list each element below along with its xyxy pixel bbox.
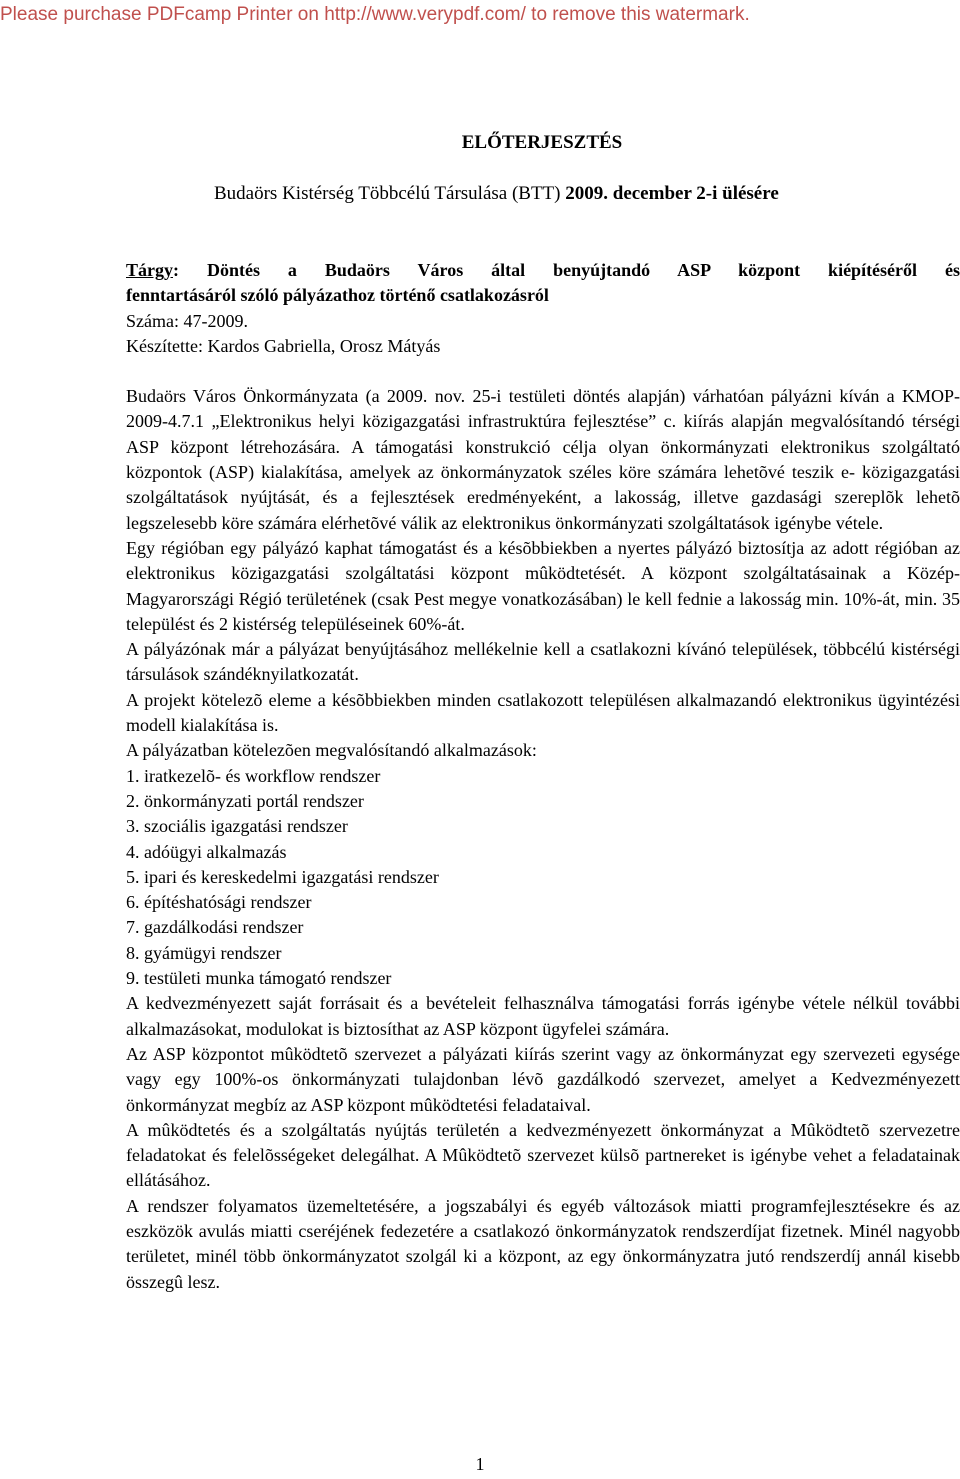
page-number: 1 — [475, 1454, 485, 1474]
meeting-line — [214, 182, 779, 206]
list-item: 1. iratkezelõ- és workflow rendszer — [126, 765, 381, 786]
paragraph: A rendszer folyamatos üzemeltetésére, a jogszabályi és egyéb változások miatti programfejlesztésekre és az eszközök avulás miatti cseréjének fedezetére a csatlakozó önkormányzatok rendszerdíjat fizetnek. Minél nagyobb területet, minél több önkormányzatot szolgál ki a központ, az egy önkormányzatra jutó rendszerdíj annál kisebb összegû lesz. — [126, 1195, 960, 1292]
list-item: 3. szociális igazgatási rendszer — [126, 816, 348, 837]
paragraph: A pályázónak már a pályázat benyújtásához mellékelnie kell a csatlakozni kívánó települések, többcélú kistérségi társulások szándéknyilatkozatát. — [126, 639, 960, 685]
subject-line-1 — [126, 258, 960, 283]
paragraph: A kedvezményezett saját forrásait és a bevételeit felhasználva támogatási forrás igénybe vétele nélkül további alkalmazásokat, modulokat is biztosíthat az ASP központ ügyfelei számára. — [126, 993, 960, 1039]
paragraph: Budaörs Város Önkormányzata (a 2009. nov. 25-i testületi döntés alapján) várhatóan pályázni kíván a KMOP-2009-4.7.1 „Elektronikus helyi közigazgatási infrastruktúra fejlesztése” c. kiírás alapján megvalósítandó térségi ASP központ létrehozására. A támogatási konstrukció célja olyan önkormányzati elektronikus szolgáltató központok (ASP) kialakítása, amelyek az önkormányzatok széles köre számára lehetõvé teszik e- közigazgatási szolgáltatások nyújtását, és a fejlesztések eredményeként, a lakosság, illetve gazdasági szereplõk lehetõ legszelesebb köre számára elérhetõvé válik az elektronikus önkormányzati szolgáltatások igénybe vétele. — [126, 386, 960, 533]
prepared-by: Készítette: Kardos Gabriella, Orosz Mátyás — [126, 335, 441, 356]
list-item: 2. önkormányzati portál rendszer — [126, 790, 364, 811]
paragraph: Az ASP központot mûködtetõ szervezet a pályázati kiírás szerint vagy az önkormányzat egy szervezeti egysége vagy egy 100%-os önkormányzati tulajdonban lévõ gazdálkodó szervezet, amelyet a Kedvezményezett önkormányzat megbíz az ASP központ mûködtetési feladataival. — [126, 1043, 960, 1115]
meeting-date: 2009. december 2-i ülésére — [565, 183, 779, 204]
list-item: 4. adóügyi alkalmazás — [126, 841, 287, 862]
spacer — [126, 359, 960, 384]
document-title: ELŐTERJESZTÉS — [461, 132, 623, 153]
list-item: 8. gyámügyi rendszer — [126, 942, 282, 963]
paragraph: A mûködtetés és a szolgáltatás nyújtás területén a kedvezményezett önkormányzat a Mûködtetõ szervezetre feladatokat és felelõsségeket delegálhat. A Mûködtetõ szervezet külsõ partnereket is igénybe vehet a feladatainak ellátásához. — [126, 1119, 960, 1191]
list-item: 9. testületi munka támogató rendszer — [126, 968, 392, 989]
subject-line-2: fenntartásáról szóló pályázathoz történő csatlakozásról — [126, 285, 549, 306]
meeting-line-prefix: Budaörs Kistérség Többcélú Társulása (BTT) — [214, 183, 566, 204]
subject-label: Tárgy — [126, 260, 173, 280]
list-item: 7. gazdálkodási rendszer — [126, 917, 304, 938]
document-body — [126, 258, 960, 1295]
applications-list — [126, 764, 960, 992]
list-item: 5. ipari és kereskedelmi igazgatási rendszer — [126, 866, 439, 887]
paragraph: A projekt kötelezõ eleme a késõbbiekben minden csatlakozott településen alkalmazandó elektronikus ügyintézési modell kialakítása is. — [126, 689, 960, 736]
subject-line-1-rest: : Döntés a Budaörs Város által benyújtandó ASP központ kiépítéséről és — [173, 260, 960, 280]
applications-intro: A pályázatban kötelezõen megvalósítandó alkalmazások: — [126, 740, 537, 761]
paragraph: Egy régióban egy pályázó kaphat támogatást és a késõbbiekben a nyertes pályázó biztosítja az adott régióban az elektronikus közigazgatási szolgáltatási központ mûködtetését. A központ szolgáltatásainak a Közép-Magyarországi Régió területének (csak Pest megye vonatkozásában) le kell fednie a lakosság min. 10%-át, min. 35 települést és 2 kistérség településeinek 60%-át. — [126, 537, 960, 634]
list-item: 6. építéshatósági rendszer — [126, 892, 312, 913]
pdf-watermark: Please purchase PDFcamp Printer on http://www.verypdf.com/ to remove this watermark. — [0, 4, 750, 25]
document-number: Száma: 47-2009. — [126, 310, 248, 331]
